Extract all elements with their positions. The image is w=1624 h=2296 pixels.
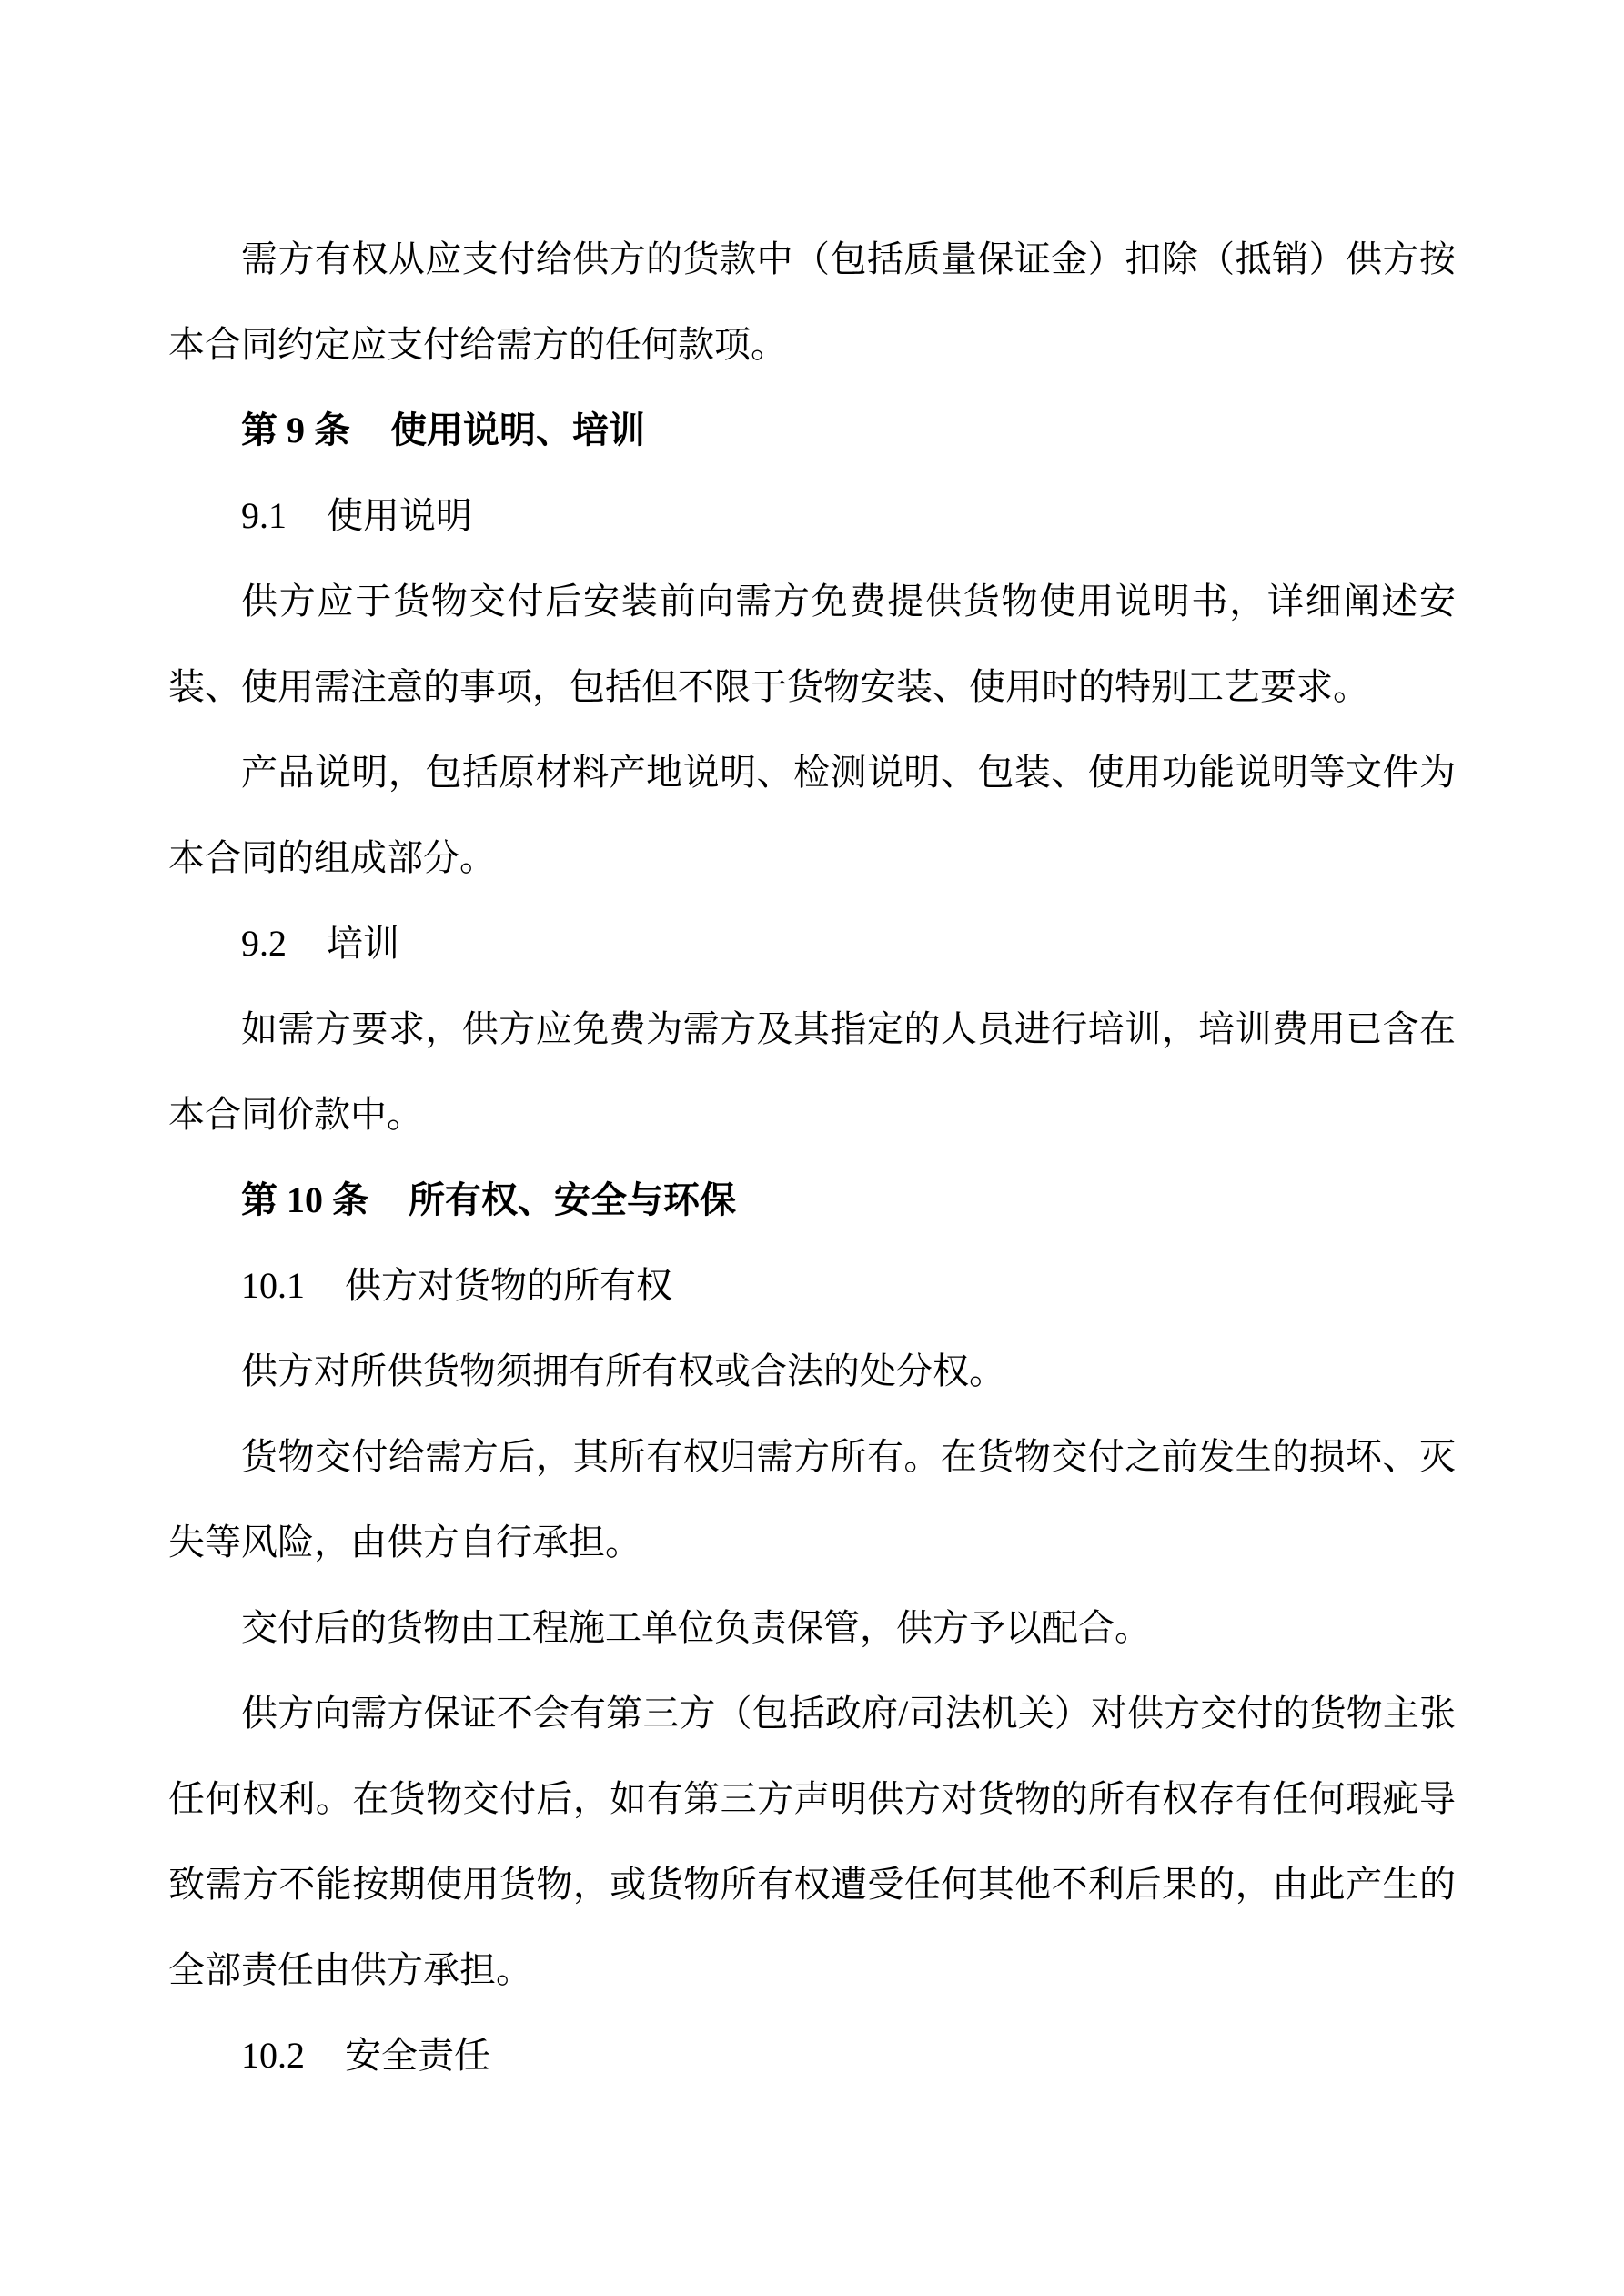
subsection-title: 培训 [327, 923, 399, 964]
subsection-number: 10.2 [241, 2035, 305, 2076]
subsection-heading [168, 1243, 1456, 1329]
section-heading [168, 1158, 1456, 1243]
paragraph: 供方向需方保证不会有第三方（包括政府/司法机关）对供方交付的货物主张任何权利。在货物交付后，如有第三方声明供方对货物的所有权存有任何瑕疵导致需方不能按期使用货物，或货物所有权遭受任何其他不利后果的，由此产生的全部责任由供方承担。 [168, 1693, 1456, 1990]
section-number: 第 10 条 [241, 1179, 368, 1220]
subsection-heading [168, 2013, 1456, 2099]
subsection-number: 10.1 [241, 1265, 305, 1306]
subsection-heading [168, 901, 1456, 986]
section-heading [168, 388, 1456, 473]
paragraph: 供方对所供货物须拥有所有权或合法的处分权。 [241, 1350, 1005, 1391]
paragraph: 产品说明，包括原材料产地说明、检测说明、包装、使用功能说明等文件为本合同的组成部分。 [168, 752, 1456, 878]
section-title: 所有权、安全与环保 [409, 1179, 736, 1220]
paragraph: 如需方要求，供方应免费为需方及其指定的人员进行培训，培训费用已含在本合同价款中。 [168, 1008, 1456, 1135]
paragraph: 供方应于货物交付后安装前向需方免费提供货物使用说明书，详细阐述安装、使用需注意的事项，包括但不限于货物安装、使用时的特别工艺要求。 [168, 581, 1456, 707]
section-title: 使用说明、培训 [390, 410, 645, 450]
subsection-title: 供方对货物的所有权 [345, 1265, 672, 1306]
subsection-number: 9.1 [241, 495, 287, 536]
subsection-title: 安全责任 [345, 2035, 490, 2076]
subsection-title: 使用说明 [327, 495, 472, 536]
paragraph: 交付后的货物由工程施工单位负责保管，供方予以配合。 [241, 1607, 1151, 1648]
subsection-number: 9.2 [241, 923, 287, 964]
paragraph: 货物交付给需方后，其所有权归需方所有。在货物交付之前发生的损坏、灭失等风险，由供方自行承担。 [168, 1436, 1456, 1563]
subsection-heading [168, 473, 1456, 559]
paragraph: 需方有权从应支付给供方的货款中（包括质量保证金）扣除（抵销）供方按本合同约定应支付给需方的任何款项。 [168, 238, 1456, 365]
section-number: 第 9 条 [241, 410, 350, 450]
